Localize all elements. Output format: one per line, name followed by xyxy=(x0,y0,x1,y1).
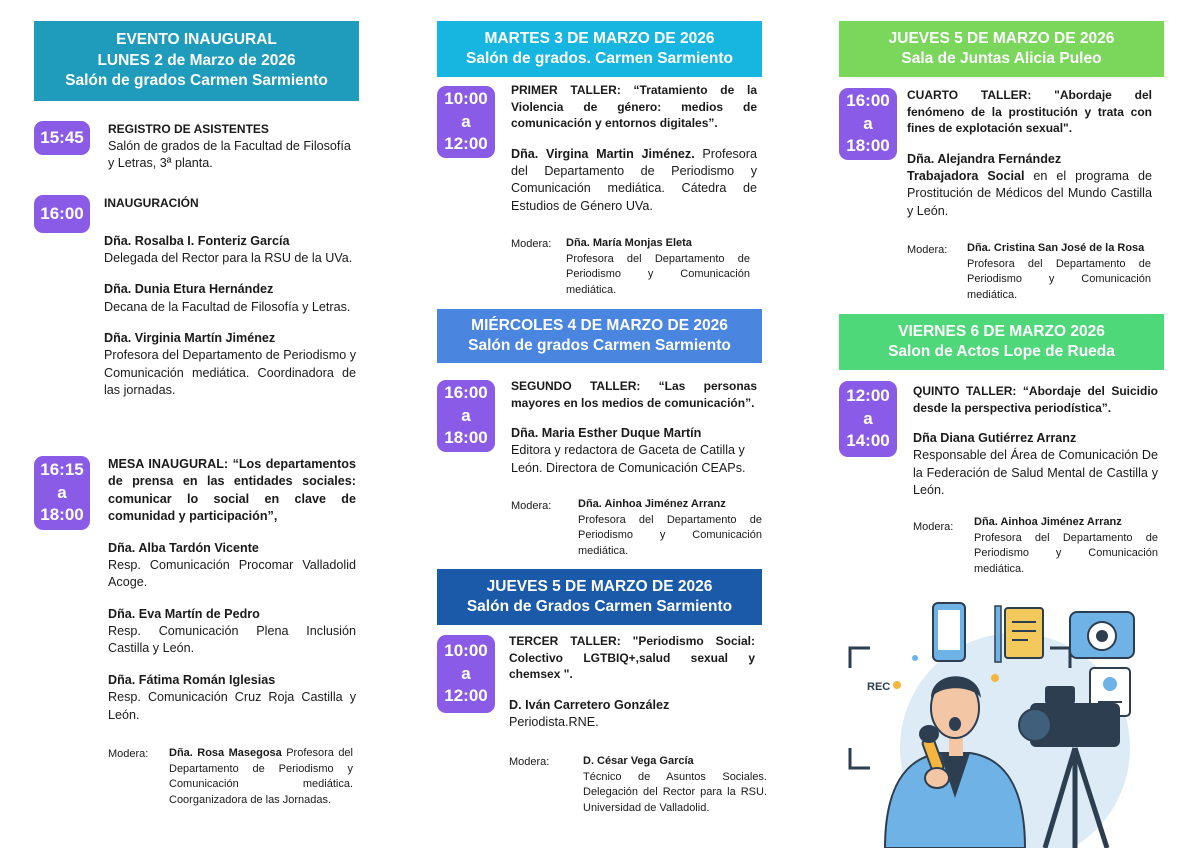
time-end: 14:00 xyxy=(846,431,890,451)
speaker-item xyxy=(104,233,356,268)
moderator-role: Profesora del Departamento de Periodismo y Comunicación mediática. xyxy=(967,257,1151,301)
speaker-item xyxy=(907,151,1152,221)
speaker-role: Periodista.RNE. xyxy=(509,715,599,730)
modera-label: Modera: xyxy=(913,521,954,533)
time-badge-text: 15:45 xyxy=(40,127,84,147)
speaker-name: Dña. Rosalba I. Fonteriz García xyxy=(104,233,290,248)
speaker-name: Dña. Dunia Etura Hernández xyxy=(104,282,274,297)
col2-header-miercoles xyxy=(437,309,762,363)
moderator-block xyxy=(169,746,353,808)
moderator-role: Profesora del Departamento de Periodismo y Comunicación mediática. xyxy=(566,252,750,296)
col1-header-line3: Salón de grados Carmen Sarmiento xyxy=(65,72,328,90)
taller5-title: QUINTO TALLER: “Abordaje del Suicidio desde la perspectiva periodística”. xyxy=(913,384,1158,415)
header-line1: MARTES 3 DE MARZO DE 2026 xyxy=(484,29,715,47)
header-line2: Sala de Juntas Alicia Puleo xyxy=(901,50,1102,67)
reporter-hand-shape xyxy=(925,768,949,788)
time-end: 18:00 xyxy=(40,505,84,525)
moderator-block xyxy=(566,236,750,298)
time-a: a xyxy=(57,482,67,502)
taller5-block xyxy=(913,383,1158,514)
modera-label: Modera: xyxy=(511,238,552,250)
time-badge-mesa xyxy=(34,456,90,530)
time-end: 18:00 xyxy=(846,136,890,156)
registro-title: REGISTRO DE ASISTENTES xyxy=(108,122,269,136)
header-line2: Salón de grados. Carmen Sarmiento xyxy=(465,50,733,67)
time-badge-inauguracion xyxy=(34,195,90,233)
header-line1: JUEVES 5 DE MARZO DE 2026 xyxy=(486,577,713,595)
moderator-role: Profesora del Departamento de Periodismo y Comunicación mediática. Coorganizadora de las Jornadas. xyxy=(169,747,353,806)
moderator-role: Profesora del Departamento de Periodismo y Comunicación mediática. xyxy=(578,513,762,557)
speaker-name: Dña. Maria Esther Duque Martín xyxy=(511,426,702,441)
moderator-block xyxy=(967,241,1151,303)
time-badge-text: 16:00 xyxy=(40,203,84,223)
time-start: 10:00 xyxy=(444,640,488,660)
speaker-name: Dña. Fátima Román Iglesias xyxy=(108,672,276,687)
speaker-role: Profesora del Departamento de Periodismo y Comunicación mediática. Coordinadora de las jornadas. xyxy=(104,348,357,398)
id-card-photo-shape xyxy=(1103,677,1117,691)
time-start: 16:15 xyxy=(40,459,84,479)
reporter-mouth-shape xyxy=(949,717,961,731)
microphone-head-shape xyxy=(919,725,939,743)
time-end: 18:00 xyxy=(444,428,488,448)
speaker-item xyxy=(913,430,1158,500)
speaker-name: Dña Diana Gutiérrez Arranz xyxy=(913,431,1077,446)
mesa-block xyxy=(108,456,356,738)
modera-label: Modera: xyxy=(509,756,550,768)
header-line1: JUEVES 5 DE MARZO DE 2026 xyxy=(888,29,1115,47)
speaker-name: Dña. Virgina Martin Jiménez. xyxy=(511,146,695,161)
rec-label: REC xyxy=(867,681,891,693)
header-line2: Salón de grados Carmen Sarmiento xyxy=(468,337,731,354)
taller3-block xyxy=(509,633,755,745)
moderator-name: Dña. Ainhoa Jiménez Arranz xyxy=(974,516,1122,528)
taller1-title: PRIMER TALLER: “Tratamiento de la Violencia de género: medios de comunicación y entornos digitales”. xyxy=(511,83,757,131)
video-camera-lens-shape xyxy=(1019,709,1051,741)
moderator-role: Profesora del Departamento de Periodismo y Comunicación mediática. xyxy=(974,531,1158,575)
time-badge-taller2 xyxy=(437,380,495,452)
taller3-title: TERCER TALLER: "Periodismo Social: Colectivo LGTBIQ+,salud sexual y chemsex ". xyxy=(509,634,755,682)
col3-header-jueves xyxy=(839,21,1164,77)
taller4-title: CUARTO TALLER: "Abordaje del fenómeno de la prostitución y trata con fines de explotación sexual". xyxy=(907,88,1152,136)
notepad-icon xyxy=(1005,608,1043,658)
modera-label: Modera: xyxy=(511,500,552,512)
moderator-name: D. César Vega García xyxy=(583,755,694,767)
col3-header-viernes xyxy=(839,314,1164,370)
moderator-name: Dña. Ainhoa Jiménez Arranz xyxy=(578,498,726,510)
header-line2: Salón de Grados Carmen Sarmiento xyxy=(466,598,733,615)
video-camera-top-shape xyxy=(1045,686,1075,704)
inauguracion-title: INAUGURACIÓN xyxy=(104,196,199,210)
speaker-item xyxy=(104,330,356,400)
rec-dot-icon xyxy=(893,681,901,689)
reporter-neck-shape xyxy=(949,738,963,756)
header-line1: MIÉRCOLES 4 DE MARZO DE 2026 xyxy=(471,316,728,334)
camera-lens-center-shape xyxy=(1096,630,1108,642)
col1-header-line1: EVENTO INAUGURAL xyxy=(116,31,277,49)
time-badge-taller3 xyxy=(437,635,495,713)
moderator-role: Técnico de Asuntos Sociales. Delegación del Rector para la RSU. Universidad de Valladolid. xyxy=(583,770,767,814)
speaker-role: Editora y redactora de Gaceta de Catilla y León. Directora de Comunicación CEAPs. xyxy=(511,443,746,475)
time-end: 12:00 xyxy=(444,686,488,706)
taller2-title: SEGUNDO TALLER: “Las personas mayores en los medios de comunicación”. xyxy=(511,379,757,410)
time-start: 16:00 xyxy=(846,90,890,110)
time-badge-registro xyxy=(34,121,90,155)
taller1-block xyxy=(511,82,757,229)
time-a: a xyxy=(863,113,873,133)
time-end: 12:00 xyxy=(444,134,488,154)
time-badge-taller4 xyxy=(839,88,897,160)
registro-block xyxy=(108,121,356,172)
col2-header-jueves xyxy=(437,569,762,625)
time-start: 16:00 xyxy=(444,382,488,402)
speaker-item xyxy=(104,281,356,316)
speaker-item xyxy=(108,606,356,658)
speaker-role: Resp. Comunicación Plena Inclusión Castilla y León. xyxy=(108,624,356,656)
moderator-block xyxy=(583,754,767,816)
time-start: 12:00 xyxy=(846,385,890,405)
moderator-name: Dña. Rosa Masegosa xyxy=(169,747,282,759)
phone-screen-shape xyxy=(938,610,960,650)
mesa-title: MESA INAUGURAL: “Los departamentos de prensa en las entidades sociales: comunicar lo social en clave de comunidad y participación”, xyxy=(108,457,356,524)
speaker-item xyxy=(108,672,356,724)
speaker-item xyxy=(509,697,755,732)
reporter-illustration xyxy=(845,598,1165,848)
time-a: a xyxy=(461,405,471,425)
speaker-item xyxy=(511,146,757,216)
moderator-block xyxy=(578,497,762,559)
decor-dot-shape xyxy=(912,655,918,661)
moderator-block xyxy=(974,515,1158,577)
time-start: 10:00 xyxy=(444,88,488,108)
time-badge-taller5 xyxy=(839,381,897,457)
moderator-name: Dña. Cristina San José de la Rosa xyxy=(967,242,1145,254)
speaker-role-title: Trabajadora Social xyxy=(907,169,1025,184)
time-badge-taller1 xyxy=(437,86,495,158)
header-line1: VIERNES 6 DE MARZO 2026 xyxy=(898,322,1105,340)
speaker-item xyxy=(108,540,356,592)
header-line2: Salon de Actos Lope de Rueda xyxy=(888,343,1115,360)
speaker-name: D. Iván Carretero González xyxy=(509,697,670,712)
modera-label: Modera: xyxy=(108,748,149,760)
taller2-block xyxy=(511,378,757,491)
taller4-block xyxy=(907,87,1152,234)
speaker-item xyxy=(511,425,757,477)
speaker-role: Profesora del Departamento de Periodismo y Comunicación mediática. Cátedra de Estudios de Género UVa. xyxy=(511,146,757,213)
speaker-role: en el programa de Prostitución de Médicos del Mundo Castilla y León. xyxy=(907,169,1152,218)
speaker-name: Dña. Eva Martín de Pedro xyxy=(108,606,260,621)
col1-header xyxy=(34,21,359,101)
speaker-role: Resp. Comunicación Cruz Roja Castilla y León. xyxy=(108,690,356,722)
decor-dot-shape xyxy=(991,674,999,682)
speaker-role: Decana de la Facultad de Filosofía y Letras. xyxy=(104,299,351,314)
time-a: a xyxy=(461,663,471,683)
time-a: a xyxy=(863,408,873,428)
registro-text: Salón de grados de la Facultad de Filosofía y Letras, 3ª planta. xyxy=(108,138,351,170)
speaker-role: Resp. Comunicación Procomar Valladolid Acoge. xyxy=(108,557,356,590)
speaker-name: Dña. Alba Tardón Vicente xyxy=(108,540,259,555)
modera-label: Modera: xyxy=(907,244,948,256)
speaker-role: Delegada del Rector para la RSU de la UVa. xyxy=(104,250,353,265)
speaker-name: Dña. Alejandra Fernández xyxy=(907,151,1062,166)
speaker-role: Responsable del Área de Comunicación De la Federación de Salud Mental de Castilla y León. xyxy=(913,448,1158,498)
col1-header-line2: LUNES 2 de Marzo de 2026 xyxy=(97,51,296,69)
col2-header-martes xyxy=(437,21,762,77)
speaker-name: Dña. Virginia Martín Jiménez xyxy=(104,331,276,346)
inauguracion-block xyxy=(104,195,356,414)
pencil-icon xyxy=(995,606,1001,662)
time-a: a xyxy=(461,111,471,131)
moderator-name: Dña. María Monjas Eleta xyxy=(566,237,692,249)
